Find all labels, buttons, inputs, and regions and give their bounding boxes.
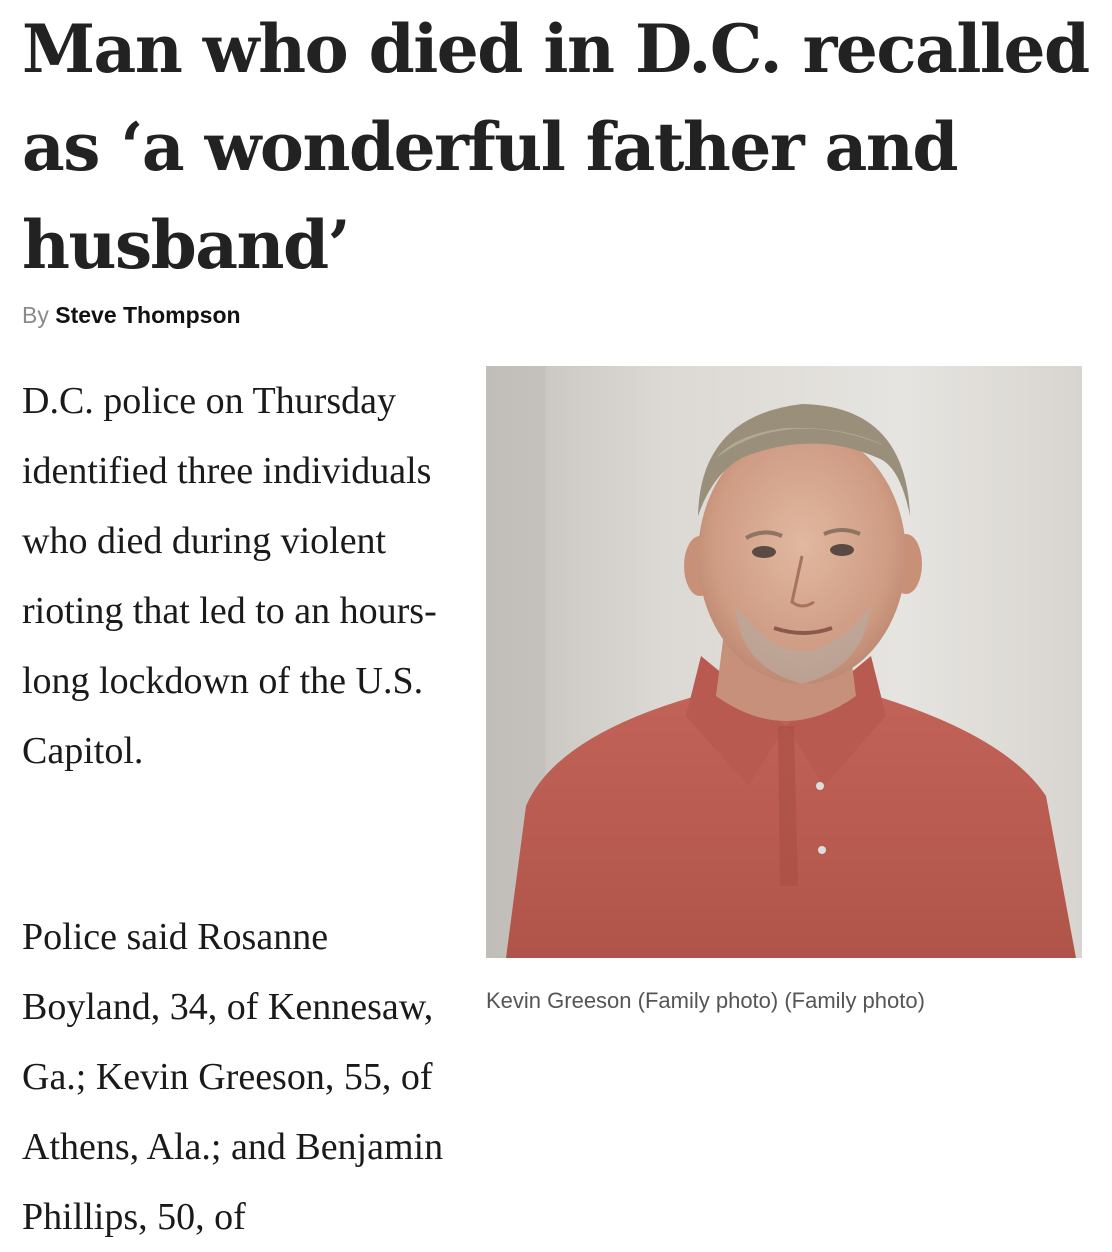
photo-caption: Kevin Greeson (Family photo) (Family photo) xyxy=(486,988,925,1013)
byline-prefix: By xyxy=(22,302,49,328)
article-paragraph-1: D.C. police on Thursday identified three individuals who died during violent rioting that led to an hours-long lockdown of the U.S. Capitol. xyxy=(22,380,437,772)
author-link[interactable]: Steve Thompson xyxy=(55,302,241,328)
article-paragraph-2 xyxy=(22,902,1112,1252)
article-headline: Man who died in D.C. recalled as ‘a wonderful father and husband’ xyxy=(22,10,1089,284)
byline xyxy=(22,300,241,330)
article-paragraph-2-text: Police said Rosanne Boyland, 34, of Kennesaw, Ga.; Kevin Greeson, 55, of Athens, Ala.; and Benjamin Phillips, 50, of xyxy=(22,916,444,1238)
portrait-illustration xyxy=(486,366,1082,958)
article-photo xyxy=(486,366,1082,958)
figure-spacer xyxy=(472,902,1112,1117)
